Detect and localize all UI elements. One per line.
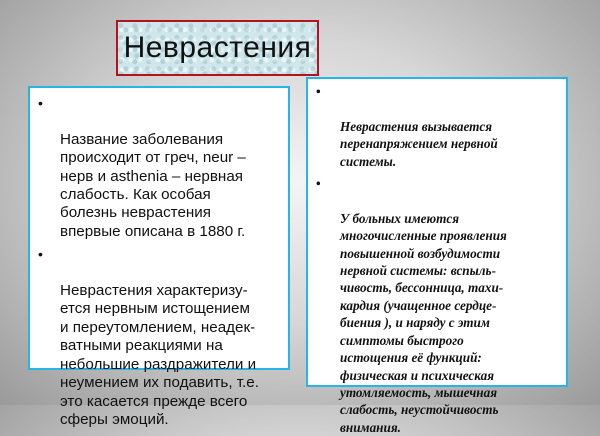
left-bullet-list (38, 94, 282, 429)
bullet-icon: • (316, 84, 321, 99)
left-bullet-item (38, 245, 282, 429)
right-bullet-list (316, 83, 560, 436)
right-bullet-text: Неврастения вызывается перенапряжением нервной системы. (340, 118, 498, 169)
bullet-icon: • (38, 246, 43, 263)
bullet-icon: • (38, 95, 43, 111)
right-bullet-text: У больных имеются многочисленные проявления повышенной возбудимости нервной системы: вспыль- чивость, бессонница, тахи- кардия (учащенное сердце- биения ), и наряду с этим симптомы быстрого истощения её функций: физическая и психическая утомляемость, мышечная слабость, неустойчивость внимания. (340, 210, 507, 435)
slide-title: Неврастения (123, 31, 312, 64)
left-bullet-item (38, 94, 282, 241)
left-bullet-text: Неврастения характеризу- ется нервным истощением и переутомлением, неадек- ватными реакциями на небольшие раздражители и неумением их подавить, т.е. это касается прежде всего сферы эмоций. (60, 282, 259, 428)
right-bullet-item (316, 175, 560, 436)
title-banner (116, 20, 319, 76)
right-bullet-item (316, 83, 560, 170)
left-bullet-text: Название заболевания происходит от греч, neur – нерв и asthenia – нервная слабость. Как особая болезнь неврастения впервые описана в 1880 г. (60, 130, 246, 240)
bullet-icon: • (316, 176, 321, 192)
left-text-panel (28, 86, 290, 428)
right-text-panel (306, 77, 568, 435)
